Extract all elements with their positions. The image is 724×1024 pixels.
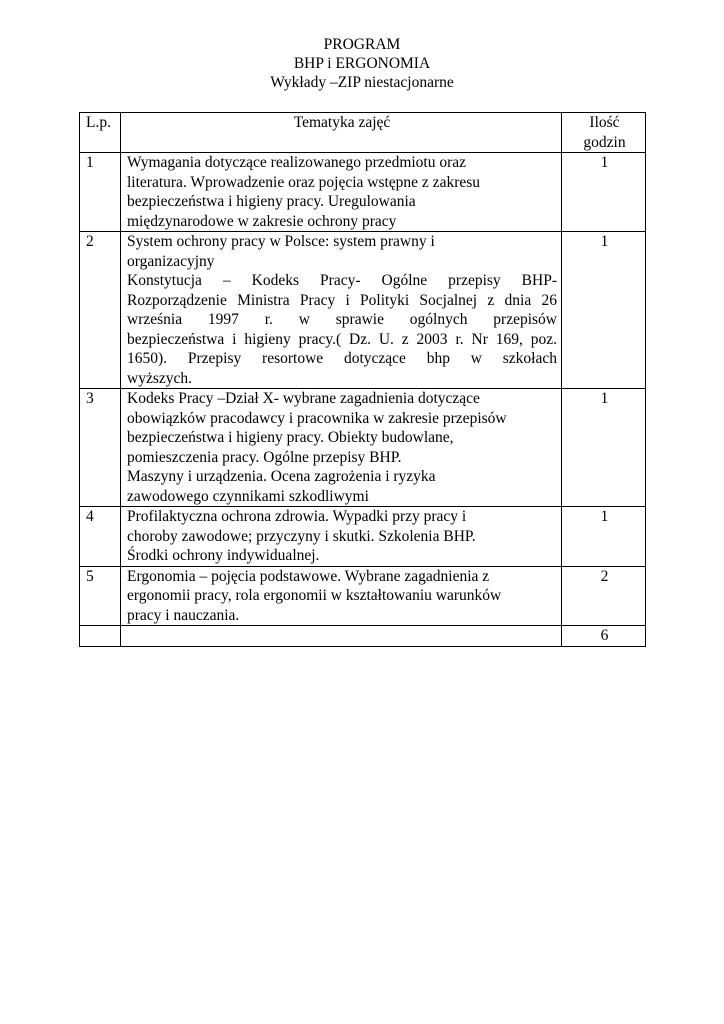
topic-line: bezpieczeństwa i higieny pracy. Uregulowania	[127, 193, 416, 210]
row-number: 3	[80, 389, 121, 507]
column-header-topic: Tematyka zajęć	[121, 113, 562, 153]
topic-line: organizacyjny	[127, 252, 215, 270]
row-number: 2	[80, 232, 121, 389]
column-header-hours-line1: Ilość	[589, 114, 620, 131]
topic-line: wyższych.	[127, 369, 192, 387]
row-number: 5	[80, 566, 121, 626]
topic-line: 1650). Przepisy resortowe dotyczące bhp w szkołach	[127, 350, 557, 367]
row-hours: 1	[562, 507, 646, 567]
total-row-topic	[121, 626, 562, 647]
topic-line: literatura. Wprowadzenie oraz pojęcia wstępne z zakresu	[127, 173, 481, 191]
row-hours: 2	[562, 566, 646, 626]
topic-line: Środki ochrony indywidualnej.	[127, 547, 320, 564]
topic-line: Kodeks Pracy –Dział X- wybrane zagadnienia dotyczące	[127, 390, 480, 407]
column-header-hours-line2: godzin	[583, 133, 626, 151]
total-hours: 6	[562, 626, 646, 647]
topic-line: międzynarodowe w zakresie ochrony pracy	[127, 212, 397, 230]
row-topic	[121, 232, 562, 389]
column-header-lp: L.p.	[80, 113, 121, 153]
document-heading	[0, 35, 724, 92]
total-row	[80, 626, 646, 647]
table-row	[80, 566, 646, 626]
topic-line: ergonomii pracy, rola ergonomii w kształtowaniu warunków	[127, 587, 502, 604]
topic-line: pomieszczenia pracy. Ogólne przepisy BHP.	[127, 448, 402, 466]
heading-line-course: Wykłady –ZIP niestacjonarne	[270, 74, 454, 91]
topic-line: System ochrony pracy w Polsce: system prawny i	[127, 233, 435, 250]
topic-line: pracy i nauczania.	[127, 606, 240, 624]
row-topic	[121, 153, 562, 232]
topic-line: września 1997 r. w sprawie ogólnych przepisów	[127, 311, 557, 328]
topic-line: bezpieczeństwa i higieny pracy.( Dz. U. z 2003 r. Nr 169, poz.	[127, 330, 557, 348]
total-row-number	[80, 626, 121, 647]
table-header-row	[80, 113, 646, 153]
row-number: 1	[80, 153, 121, 232]
row-topic	[121, 566, 562, 626]
table-row	[80, 507, 646, 567]
row-hours: 1	[562, 153, 646, 232]
table-row	[80, 232, 646, 389]
topic-line: Konstytucja – Kodeks Pracy- Ogólne przepisy BHP-	[127, 272, 557, 289]
row-topic	[121, 507, 562, 567]
topic-line: zawodowego czynnikami szkodliwymi	[127, 487, 369, 505]
topic-line: Profilaktyczna ochrona zdrowia. Wypadki przy pracy i	[127, 508, 467, 525]
row-hours: 1	[562, 389, 646, 507]
heading-line-subject: BHP i ERGONOMIA	[293, 55, 431, 72]
topic-line: choroby zawodowe; przyczyny i skutki. Szkolenia BHP.	[127, 527, 476, 545]
topic-line: obowiązków pracodawcy i pracownika w zakresie przepisów	[127, 409, 507, 427]
column-header-hours	[562, 113, 646, 153]
row-hours: 1	[562, 232, 646, 389]
table-row	[80, 389, 646, 507]
topic-line: Maszyny i urządzenia. Ocena zagrożenia i ryzyka	[127, 468, 436, 485]
row-topic	[121, 389, 562, 507]
topic-line: Ergonomia – pojęcia podstawowe. Wybrane zagadnienia z	[127, 567, 490, 585]
topic-line: bezpieczeństwa i higieny pracy. Obiekty budowlane,	[127, 429, 454, 446]
program-table	[79, 112, 646, 647]
row-number: 4	[80, 507, 121, 567]
topic-line: Rozporządzenie Ministra Pracy i Polityki Socjalnej z dnia 26	[127, 291, 557, 309]
heading-line-program: PROGRAM	[323, 36, 401, 53]
table-row	[80, 153, 646, 232]
topic-line: Wymagania dotyczące realizowanego przedmiotu oraz	[127, 154, 467, 171]
